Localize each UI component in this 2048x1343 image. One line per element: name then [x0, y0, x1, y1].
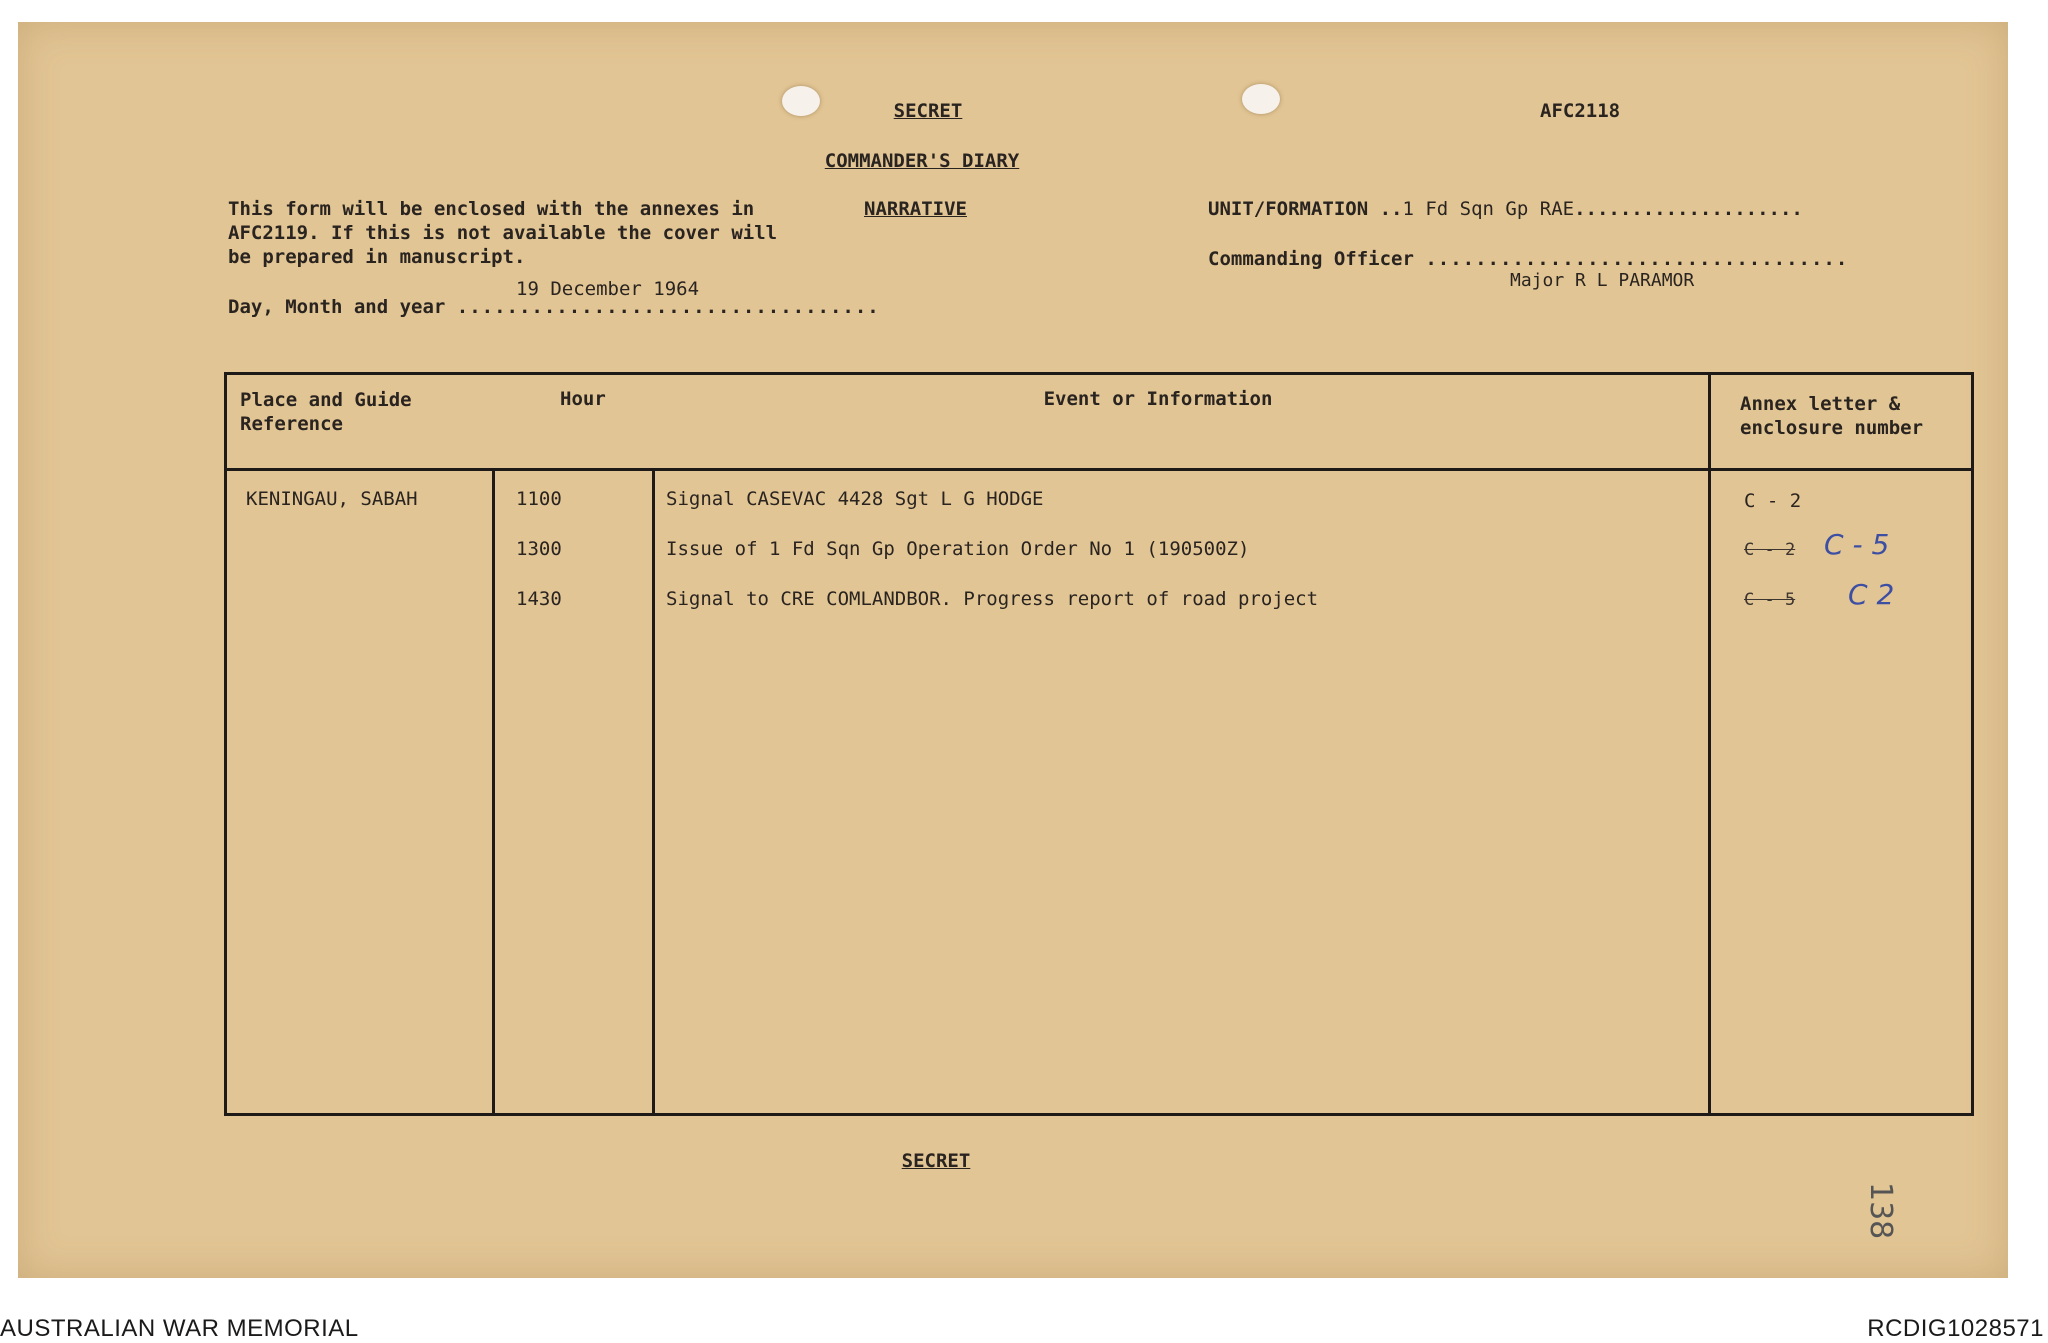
document-page: [18, 22, 2008, 1278]
row-3-annex-handwritten: C 2: [1848, 578, 1895, 611]
row-1-hour: 1100: [516, 488, 562, 510]
handwritten-page-number: 138: [1863, 1182, 1898, 1240]
row-2-hour: 1300: [516, 538, 562, 560]
date-label: Day, Month and year .....: [228, 296, 880, 318]
row-2-annex-handwritten: C - 5: [1824, 528, 1890, 561]
co-dotted-line: [1425, 248, 1848, 270]
column-divider-place: [492, 468, 495, 1113]
date-value: 19 December 1964: [516, 278, 700, 300]
co-label: Commanding Officer .....: [1208, 248, 1848, 270]
column-header-event: Event or Information: [1043, 388, 1273, 410]
column-divider-event: [1708, 372, 1711, 1113]
instruction-line-1: This form will be enclosed with the annexes in: [228, 198, 755, 220]
row-3-hour: 1430: [516, 588, 562, 610]
column-header-annex: Annex letter & enclosure number: [1740, 393, 1924, 439]
row-3-annex-struck: C - 5: [1744, 590, 1796, 610]
instruction-line-2: AFC2119. If this is not available the cover will: [228, 222, 778, 244]
date-dotted-line: [457, 296, 880, 318]
unit-value: 1 Fd Sqn Gp RAE: [1402, 198, 1575, 220]
diary-title: COMMANDER'S DIARY: [824, 150, 1020, 172]
footer-right: RCDIG1028571: [1867, 1315, 2044, 1342]
table-header-divider: [224, 468, 1974, 471]
co-value: Major R L PARAMOR: [1510, 270, 1695, 291]
punch-hole: [1242, 84, 1280, 114]
column-header-place: Place and Guide Reference: [240, 389, 412, 435]
row-3-event: Signal to CRE COMLANDBOR. Progress report of road project: [666, 588, 1319, 610]
row-1-event: Signal CASEVAC 4428 Sgt L G HODGE: [666, 488, 1044, 510]
row-2-annex-struck: C - 2: [1744, 540, 1796, 560]
diary-subtitle: NARRATIVE: [864, 198, 967, 220]
classification-top: SECRET: [893, 100, 963, 122]
punch-hole: [782, 86, 820, 116]
form-number: AFC2118: [1540, 100, 1621, 122]
unit-label: UNIT/FORMATION ..1 Fd Sqn Gp RAE....................: [1208, 198, 1803, 220]
row-1-annex: C - 2: [1744, 490, 1802, 512]
column-divider-hour: [652, 468, 655, 1113]
footer-left: AUSTRALIAN WAR MEMORIAL: [0, 1315, 359, 1342]
row-2-event: Issue of 1 Fd Sqn Gp Operation Order No 1 (190500Z): [666, 538, 1250, 560]
classification-bottom: SECRET: [901, 1150, 971, 1172]
instruction-line-3: be prepared in manuscript.: [228, 246, 526, 268]
column-header-hour: Hour: [560, 388, 606, 410]
place-cell: KENINGAU, SABAH: [246, 488, 418, 510]
diary-table: [224, 372, 1974, 1116]
